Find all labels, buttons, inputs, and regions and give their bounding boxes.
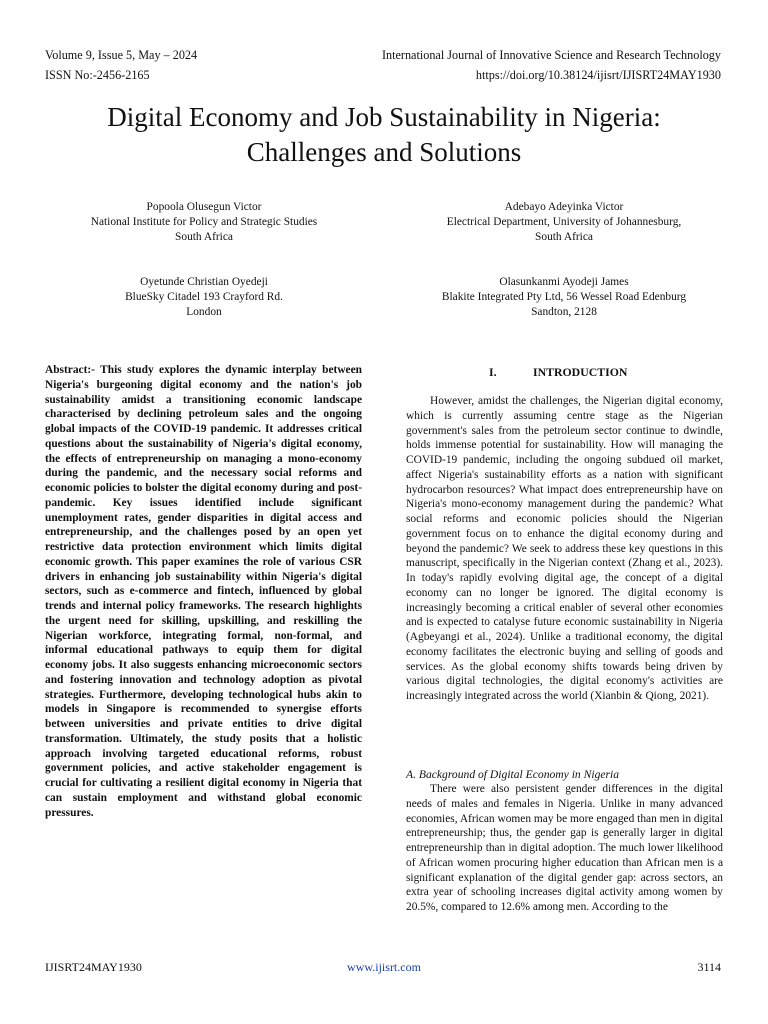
background-paragraph: There were also persistent gender differences in the digital needs of males and females in Nigeria. Unlike in many advanced economies, African women may be more engaged than men in digital entrepreneurship; thus, the gender gap is generally larger in digital entrepreneurship than in digital adoption. The much lower likelihood of African women procuring higher education than African men is a significant explanation of the digital gender gap: across sectors, an extra year of schooling increases digital activity among women by 20.5%, compared to 12.6% among men. According to the bbox=[406, 783, 723, 913]
author-block bbox=[44, 200, 364, 246]
author-affiliation: Blakite Integrated Pty Ltd, 56 Wessel Road Edenburg bbox=[441, 291, 687, 304]
author-location: Sandton, 2128 bbox=[531, 306, 597, 319]
journal-issn: ISSN No:-2456-2165 bbox=[45, 68, 150, 82]
footer-page-number: 3114 bbox=[697, 960, 721, 974]
author-name: Oyetunde Christian Oyedeji bbox=[140, 276, 268, 288]
introduction-paragraph: However, amidst the challenges, the Nigerian digital economy, which is currently assuming centre stage as the Nigerian government's sales from the petroleum sector continue to dwindle, holds immense potential for sustainability. How will managing the COVID-19 pandemic, including the ongoing subdued oil market, affect Nigeria's sustainability efforts as a nation with significant hydrocarbon resources? What impact does entrepreneurship have on Nigeria's mono-economy management during the pandemic? What social reforms and economic policies should the Nigerian government focus on to enhance the digital economy during and beyond the pandemic? We seek to address these key questions in this manuscript, specifically in the Nigerian context (Zhang et al., 2023). In today's rapidly evolving digital age, the concept of a digital economy can no longer be ignored. The digital economy is increasingly becoming a critical enabler of several other economies and is expected to catalyse future economic sustainability in Nigeria (Agbeyangi et al., 2024). Unlike a traditional economy, the digital economy facilitates the electronic buying and selling of goods and services. As the global economy shifts towards being driven by various digital technologies, the digital economy's activities are increasingly integrated across the world (Xianbin & Qiong, 2021). bbox=[406, 395, 723, 702]
author-block bbox=[404, 200, 724, 246]
paper-title-line-1: Digital Economy and Job Sustainability in Nigeria: bbox=[107, 102, 661, 132]
abstract: Abstract:- This study explores the dynamic interplay between Nigeria's burgeoning digital economy and the nation's job sustainability amidst a transitioning economic landscape characterised by declining petroleum sales and the ongoing global impacts of the COVID-19 pandemic. It addresses critical questions about the sustainability of Nigeria's digital economy, the effects of entrepreneurship on managing a mono-economy during the pandemic, and the necessary social reforms and economic policies to bolster the digital economy during and post-pandemic. Key issues identified include significant unemployment rates, gender disparities in digital access and entrepreneurship, and the challenges posed by an open yet restrictive data protection environment which limits digital economic growth. This paper examines the role of various CSR drivers in enhancing job sustainability within Nigeria's digital sectors, such as e-commerce and fintech, influenced by global trends and internal policy frameworks. The research highlights the urgent need for skilling, upskilling, and reskilling the Nigerian workforce, integrating formal, non-formal, and informal educational pathways to equip them for digital economy jobs. It also suggests enhancing microeconomic sectors and fostering innovation and technology adoption as pivotal strategies. Furthermore, developing technological hubs akin to models in Singapore is recommended to synergise efforts between universities and private entities to drive digital transformation. Ultimately, the study posits that a holistic approach involving targeted educational reforms, robust government policies, and active stakeholder engagement is crucial for cultivating a resilient digital economy in Nigeria that can sustain employment and withstand global economic pressures. bbox=[45, 364, 362, 819]
author-affiliation: Electrical Department, University of Johannesburg, bbox=[446, 216, 682, 229]
paper-title bbox=[0, 100, 768, 170]
author-affiliation: BlueSky Citadel 193 Crayford Rd. bbox=[125, 291, 283, 304]
article-doi[interactable]: https://doi.org/10.38124/ijisrt/IJISRT24MAY1930 bbox=[475, 68, 721, 82]
section-title: INTRODUCTION bbox=[533, 365, 628, 379]
author-block bbox=[44, 275, 364, 321]
footer-paper-id: IJISRT24MAY1930 bbox=[45, 960, 142, 974]
author-name: Olasunkanmi Ayodeji James bbox=[499, 276, 629, 288]
author-name: Adebayo Adeyinka Victor bbox=[504, 201, 624, 213]
author-location: South Africa bbox=[175, 231, 233, 244]
footer-website-link[interactable]: www.ijisrt.com bbox=[347, 960, 421, 974]
author-affiliation: National Institute for Policy and Strategic Studies bbox=[90, 216, 318, 229]
journal-name: International Journal of Innovative Science and Research Technology bbox=[381, 48, 721, 62]
author-name: Popoola Olusegun Victor bbox=[146, 201, 262, 213]
journal-volume: Volume 9, Issue 5, May – 2024 bbox=[45, 48, 198, 62]
author-location: London bbox=[186, 306, 222, 319]
paper-title-line-2: Challenges and Solutions bbox=[246, 137, 522, 167]
author-location: South Africa bbox=[535, 231, 593, 244]
author-block bbox=[404, 275, 724, 321]
section-number: I. bbox=[489, 365, 497, 379]
subsection-heading: A. Background of Digital Economy in Nigeria bbox=[406, 768, 620, 781]
